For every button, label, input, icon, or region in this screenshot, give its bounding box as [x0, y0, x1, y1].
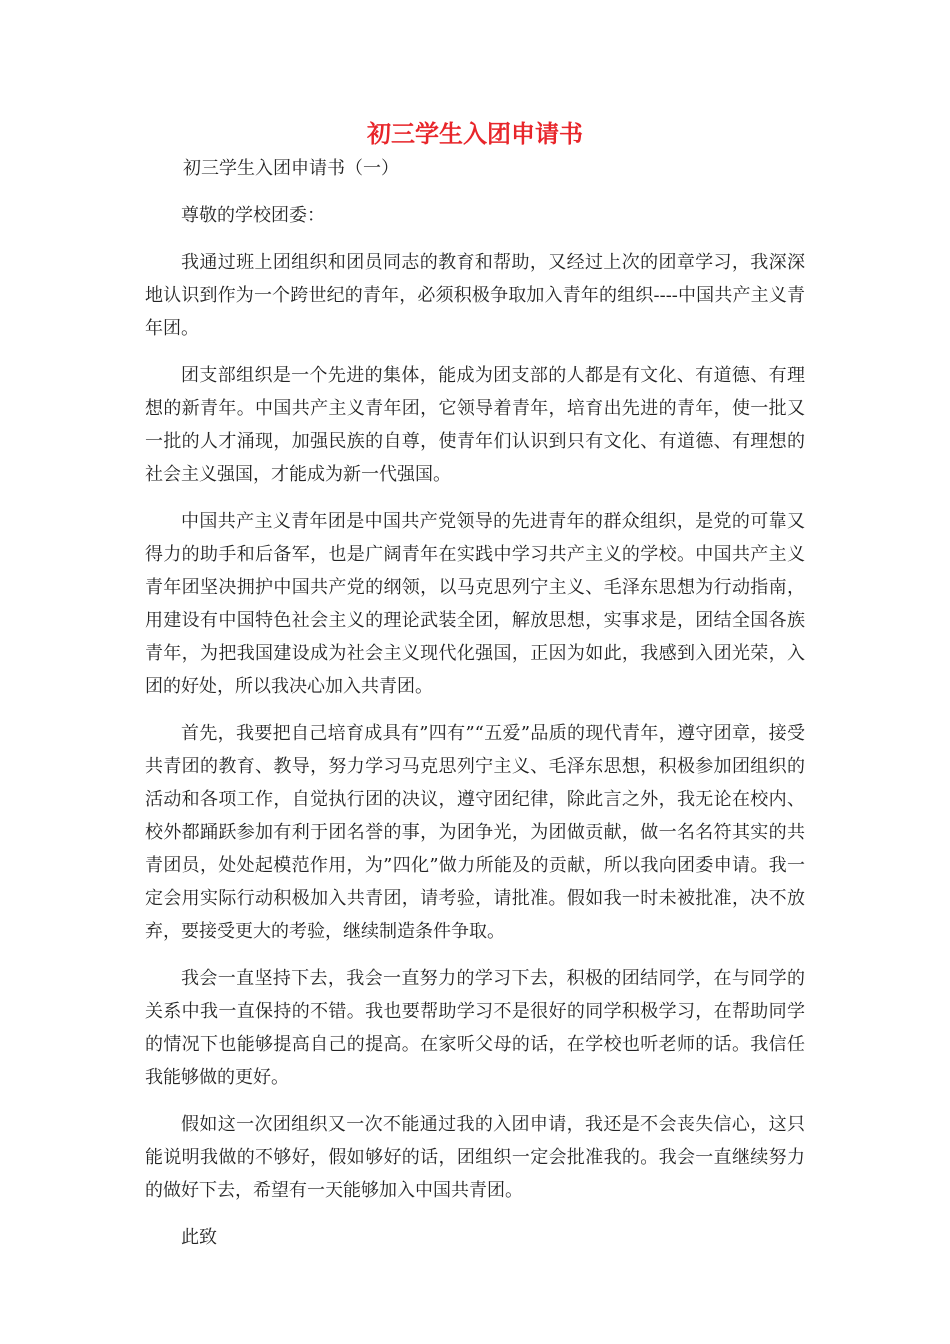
document-body [145, 199, 805, 1268]
paragraph-3: 中国共产主义青年团是中国共产党领导的先进青年的群众组织，是党的可靠又得力的助手和后备军，也是广阔青年在实践中学习共产主义的学校。中国共产主义青年团坚决拥护中国共产党的纲领，以马克思列宁主义、毛泽东思想为行动指南，用建设有中国特色社会主义的理论武装全团，解放思想，实事求是，团结全国各族青年，为把我国建设成为社会主义现代化强国，正因为如此，我感到入团光荣，入团的好处，所以我决心加入共青团。 [145, 511, 805, 697]
paragraph-2: 团支部组织是一个先进的集体，能成为团支部的人都是有文化、有道德、有理想的新青年。中国共产主义青年团，它领导着青年，培育出先进的青年，使一批又一批的人才涌现，加强民族的自尊，使青年们认识到只有文化、有道德、有理想的社会主义强国，才能成为新一代强国。 [145, 365, 805, 485]
paragraph-1: 我通过班上团组织和团员同志的教育和帮助，又经过上次的团章学习，我深深地认识到作为一个跨世纪的青年，必须积极争取加入青年的组织----中国共产主义青年团。 [145, 252, 805, 339]
paragraph-6: 假如这一次团组织又一次不能通过我的入团申请，我还是不会丧失信心，这只能说明我做的不够好，假如够好的话，团组织一定会批准我的。我会一直继续努力的做好下去，希望有一天能够加入中国共青团。 [145, 1114, 805, 1201]
document-subtitle: 初三学生入团申请书（一） [183, 158, 399, 179]
salutation: 尊敬的学校团委： [181, 205, 325, 226]
closing: 此致 [181, 1227, 217, 1248]
paragraph-4: 首先，我要把自己培育成具有”四有”“五爱”品质的现代青年，遵守团章，接受共青团的教育、教导，努力学习马克思列宁主义、毛泽东思想，积极参加团组织的活动和各项工作，自觉执行团的决议，遵守团纪律，除此言之外，我无论在校内、校外都踊跃参加有利于团名誉的事，为团争光，为团做贡献，做一名名符其实的共青团员，处处起模范作用，为”四化”做力所能及的贡献，所以我向团委申请。我一定会用实际行动积极加入共青团，请考验，请批准。假如我一时未被批准，决不放弃，要接受更大的考验，继续制造条件争取。 [145, 723, 805, 942]
paragraph-5: 我会一直坚持下去，我会一直努力的学习下去，积极的团结同学，在与同学的关系中我一直保持的不错。我也要帮助学习不是很好的同学积极学习，在帮助同学的情况下也能够提高自己的提高。在家听父母的话，在学校也听老师的话。我信任我能够做的更好。 [145, 968, 805, 1088]
document-title: 初三学生入团申请书 [367, 120, 583, 148]
